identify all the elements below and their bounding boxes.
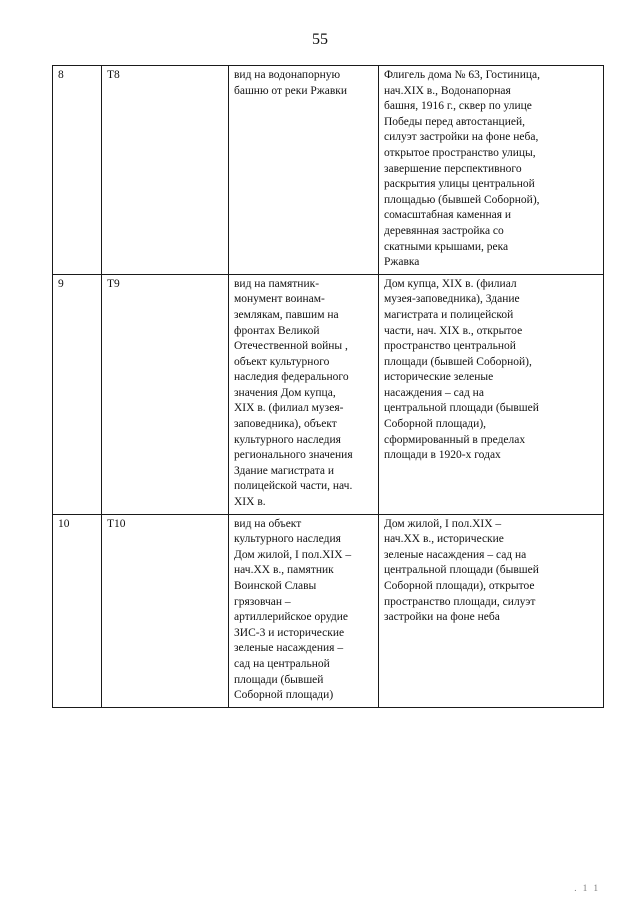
- footer-mark: . 1 1: [574, 883, 600, 893]
- row-number-cell: [53, 514, 102, 707]
- page-number: 55: [312, 31, 328, 48]
- protected-objects-cell: [379, 514, 604, 707]
- protected-objects: Флигель дома № 63, Гостиница, нач.XIX в., Водонапорная башня, 1916 г., сквер по улице Победы перед автостанцией, силуэт застройки на фоне неба, открытое пространство улицы, завершение перспективного раскрытия улицы центральной площадью (бывшей Соборной), сомасштабная каменная и деревянная застройка со скатными крышами, река Ржавка: [384, 69, 540, 269]
- view-description: вид на объект культурного наследия Дом жилой, I пол.XIX – нач.XX в., памятник Воинской Славы грязовчан – артиллерийское орудие ЗИС-3 и исторические зеленые насаждения – сад на центральной площади (бывшей Соборной площади): [234, 517, 352, 702]
- viewpoints-table: [52, 65, 604, 708]
- view-description-cell: [229, 274, 379, 514]
- row-number: 9: [58, 277, 64, 290]
- protected-objects-cell: [379, 274, 604, 514]
- point-code: Т10: [107, 517, 126, 530]
- view-description: вид на памятник- монумент воинам- землякам, павшим на фронтах Великой Отечественной войны , объект культурного наследия федерального значения Дом купца, XIX в. (филиал музея- заповедника), объект культурного наследия регионального значения Здание магистрата и полицейской части, нач. XIX в.: [234, 277, 353, 509]
- protected-objects: Дом купца, XIX в. (филиал музея-заповедника), Здание магистрата и полицейской части, нач. XIX в., открытое пространство центральной площади (бывшей Соборной), исторические зеленые насаждения – сад на центральной площади (бывшей Соборной площади), сформированный в пределах площади в 1920-х годах: [384, 277, 539, 462]
- row-number: 10: [58, 517, 70, 530]
- protected-objects: Дом жилой, I пол.XIX – нач.XX в., исторические зеленые насаждения – сад на центральной площади (бывшей Соборной площади), открытое пространство площади, силуэт застройки на фоне неба: [384, 517, 539, 624]
- row-number: 8: [58, 69, 64, 81]
- table-row: [53, 66, 604, 275]
- table-row: [53, 514, 604, 707]
- view-description-cell: [229, 66, 379, 275]
- view-description-cell: [229, 514, 379, 707]
- row-number-cell: [53, 274, 102, 514]
- row-number-cell: [53, 66, 102, 275]
- point-code-cell: [102, 274, 229, 514]
- protected-objects-cell: [379, 66, 604, 275]
- point-code-cell: [102, 66, 229, 275]
- point-code-cell: [102, 514, 229, 707]
- view-description: вид на водонапорную башню от реки Ржавки: [234, 69, 348, 97]
- table-row: [53, 274, 604, 514]
- point-code: Т8: [107, 69, 120, 81]
- point-code: Т9: [107, 277, 120, 290]
